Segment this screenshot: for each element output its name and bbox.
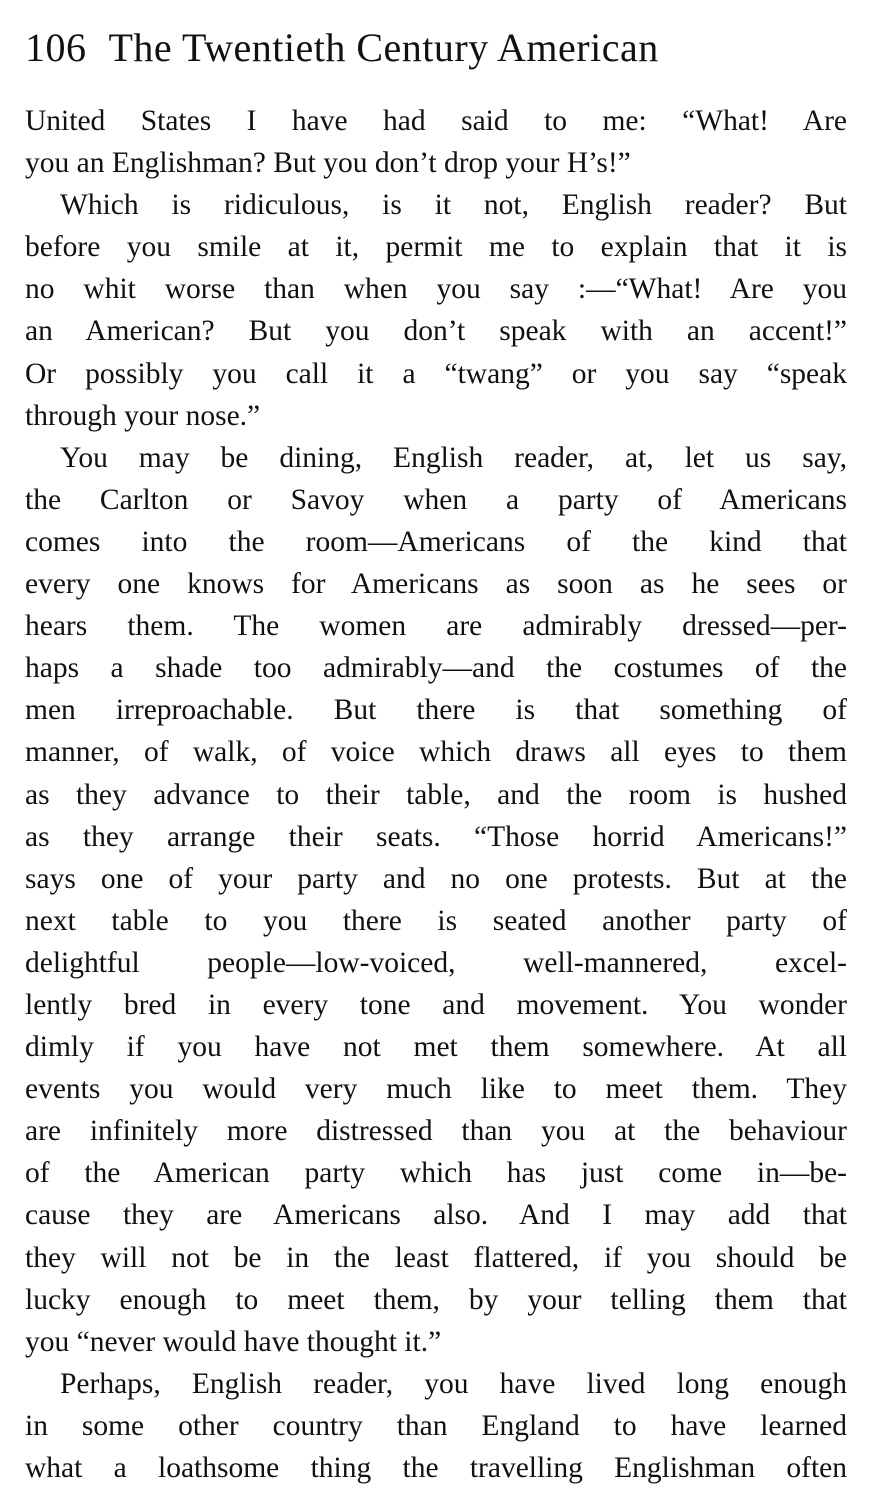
running-header: [25, 24, 847, 80]
text-line: lently bred in every tone and movement. You wonder: [25, 988, 847, 1021]
paragraph: [25, 100, 847, 184]
text-line: haps a shade too admirably—and the costumes of the: [25, 652, 847, 685]
text-line: manner, of walk, of voice which draws all eyes to them: [25, 736, 847, 769]
text-line: before you smile at it, permit me to explain that it is: [25, 231, 847, 264]
text-line: says one of your party and no one protests. But at the: [25, 862, 847, 895]
text-line: no whit worse than when you say :—“What! Are you: [25, 273, 847, 306]
paragraph: [25, 184, 847, 437]
text-line: delightful people—low-voiced, well-mannered, excel-: [25, 946, 847, 979]
text-line: through your nose.”: [25, 399, 261, 432]
text-line: events you would very much like to meet them. They: [25, 1073, 847, 1106]
text-line: lucky enough to meet them, by your telling them that: [25, 1283, 847, 1316]
text-line: as they arrange their seats. “Those horrid Americans!”: [25, 820, 847, 853]
text-line: you an Englishman? But you don’t drop your H’s!”: [25, 147, 631, 180]
paragraph: [25, 437, 847, 1363]
text-line: every one knows for Americans as soon as he sees or: [25, 568, 847, 601]
text-line: Which is ridiculous, is it not, English reader? But: [60, 189, 847, 222]
text-line: men irreproachable. But there is that something of: [25, 694, 847, 727]
page-number: 106: [25, 25, 87, 70]
text-line: comes into the room—Americans of the kind that: [25, 525, 847, 558]
body-text: [25, 100, 847, 1489]
text-line: an American? But you don’t speak with an accent!”: [25, 315, 847, 348]
text-line: cause they are Americans also. And I may add that: [25, 1199, 847, 1232]
text-line: the Carlton or Savoy when a party of Americans: [25, 483, 847, 516]
text-line: they will not be in the least flattered, if you should be: [25, 1241, 847, 1274]
text-line: of the American party which has just come in—be-: [25, 1157, 847, 1190]
text-line: United States I have had said to me: “What! Are: [25, 105, 847, 137]
text-line: next table to you there is seated another party of: [25, 904, 847, 937]
paragraph: [25, 1363, 847, 1489]
text-line: are infinitely more distressed than you at the behaviour: [25, 1115, 847, 1148]
text-line: You may be dining, English reader, at, let us say,: [60, 441, 847, 474]
text-line: Perhaps, English reader, you have lived long enough: [60, 1367, 847, 1400]
text-line: dimly if you have not met them somewhere. At all: [25, 1031, 847, 1064]
text-line: hears them. The women are admirably dressed—per-: [25, 610, 847, 643]
text-line: what a loathsome thing the travelling Englishman often: [25, 1452, 847, 1484]
text-line: in some other country than England to have learned: [25, 1409, 847, 1442]
text-line: as they advance to their table, and the room is hushed: [25, 778, 847, 811]
running-title: The Twentieth Century American: [108, 25, 659, 70]
text-line: you “never would have thought it.”: [25, 1325, 442, 1358]
text-line: Or possibly you call it a “twang” or you say “speak: [25, 357, 847, 390]
book-page: [25, 24, 847, 1489]
